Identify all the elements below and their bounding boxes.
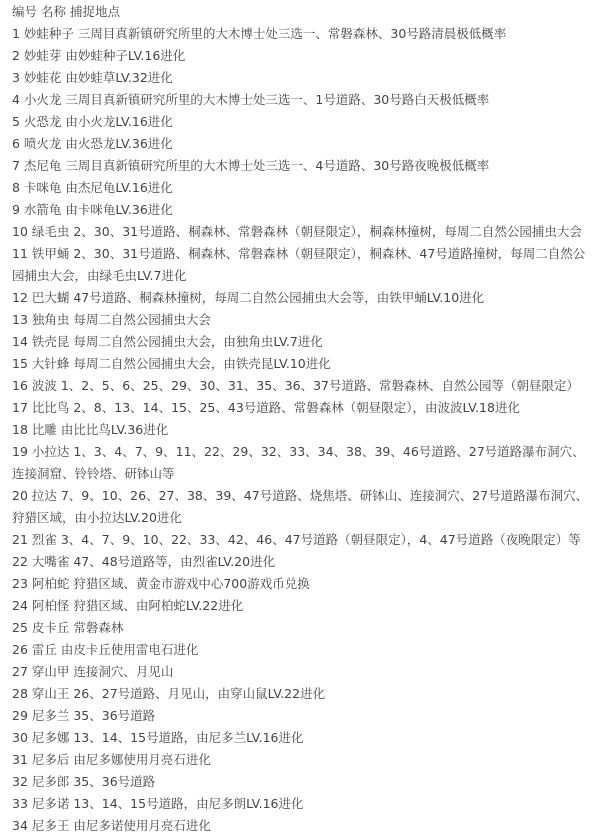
list-item: 23 阿柏蛇 狩猎区域、黄金市游戏中心700游戏币兑换 [12,576,310,591]
list-item: 31 尼多后 由尼多娜使用月亮石进化 [12,752,211,767]
list-header: 编号 名称 捕捉地点 [12,4,120,19]
list-item: 10 绿毛虫 2、30、31号道路、桐森林、常磐森林（朝昼限定），桐森林撞树，每周二自然公园捕虫大会 [12,224,582,239]
list-item: 32 尼多郎 35、36号道路 [12,774,156,789]
list-item: 30 尼多娜 13、14、15号道路，由尼多兰LV.16进化 [12,730,304,745]
list-item: 6 喷火龙 由火恐龙LV.36进化 [12,136,173,151]
list-item: 25 皮卡丘 常磐森林 [12,620,124,635]
list-item: 8 卡咪龟 由杰尼龟LV.16进化 [12,180,173,195]
list-item: 16 波波 1、2、5、6、25、29、30、31、35、36、37号道路、常磐森林、自然公园等（朝昼限定） [12,378,580,393]
list-item: 18 比雕 由比比鸟LV.36进化 [12,422,169,437]
entry-list [12,23,589,837]
list-item: 14 铁壳昆 每周二自然公园捕虫大会，由独角虫LV.7进化 [12,334,323,349]
list-item: 29 尼多兰 35、36号道路 [12,708,156,723]
list-item: 26 雷丘 由皮卡丘使用雷电石进化 [12,642,199,657]
list-item: 1 妙蛙种子 三周目真新镇研究所里的大木博士处三选一、常磐森林、30号路清晨极低概率 [12,26,507,41]
list-item: 11 铁甲蛹 2、30、31号道路、桐森林、常磐森林（朝昼限定），桐森林、47号道路撞树，每周二自然公园捕虫大会，由绿毛虫LV.7进化 [12,246,586,283]
list-item: 7 杰尼龟 三周目真新镇研究所里的大木博士处三选一、4号道路、30号路夜晚极低概率 [12,158,490,173]
list-item: 24 阿柏怪 狩猎区域、由阿柏蛇LV.22进化 [12,598,244,613]
list-item: 9 水箭龟 由卡咪龟LV.36进化 [12,202,173,217]
list-item: 17 比比鸟 2、8、13、14、15、25、43号道路、常磐森林（朝昼限定），由波波LV.18进化 [12,400,520,415]
list-item: 27 穿山甲 连接洞穴、月见山 [12,664,174,679]
list-item: 19 小拉达 1、3、4、7、9、11、22、29、32、33、34、38、39、46号道路、27号道路瀑布洞穴、连接洞窟、铃铃塔、研钵山等 [12,444,585,481]
list-item: 34 尼多王 由尼多诺使用月亮石进化 [12,818,211,833]
list-item: 15 大针蜂 每周二自然公园捕虫大会，由铁壳昆LV.10进化 [12,356,331,371]
list-item: 20 拉达 7、9、10、26、27、38、39、47号道路、烧焦塔、研钵山、连接洞穴、27号道路瀑布洞穴、狩猎区域，由小拉达LV.20进化 [12,488,589,525]
list-item: 28 穿山王 26、27号道路、月见山，由穿山鼠LV.22进化 [12,686,326,701]
list-item: 22 大嘴雀 47、48号道路等，由烈雀LV.20进化 [12,554,276,569]
list-item: 21 烈雀 3、4、7、9、10、22、33、42、46、47号道路（朝昼限定），4、47号道路（夜晚限定）等 [12,532,581,547]
list-item: 5 火恐龙 由小火龙LV.16进化 [12,114,173,129]
list-item: 13 独角虫 每周二自然公园捕虫大会 [12,312,211,327]
list-item: 2 妙蛙芽 由妙蛙种子LV.16进化 [12,48,186,63]
list-item: 12 巴大蝴 47号道路、桐森林撞树，每周二自然公园捕虫大会等，由铁甲蛹LV.10进化 [12,290,485,305]
list-item: 3 妙蛙花 由妙蛙草LV.32进化 [12,70,173,85]
list-item: 4 小火龙 三周目真新镇研究所里的大木博士处三选一、1号道路、30号路白天极低概率 [12,92,490,107]
list-item: 33 尼多诺 13、14、15号道路，由尼多朗LV.16进化 [12,796,304,811]
